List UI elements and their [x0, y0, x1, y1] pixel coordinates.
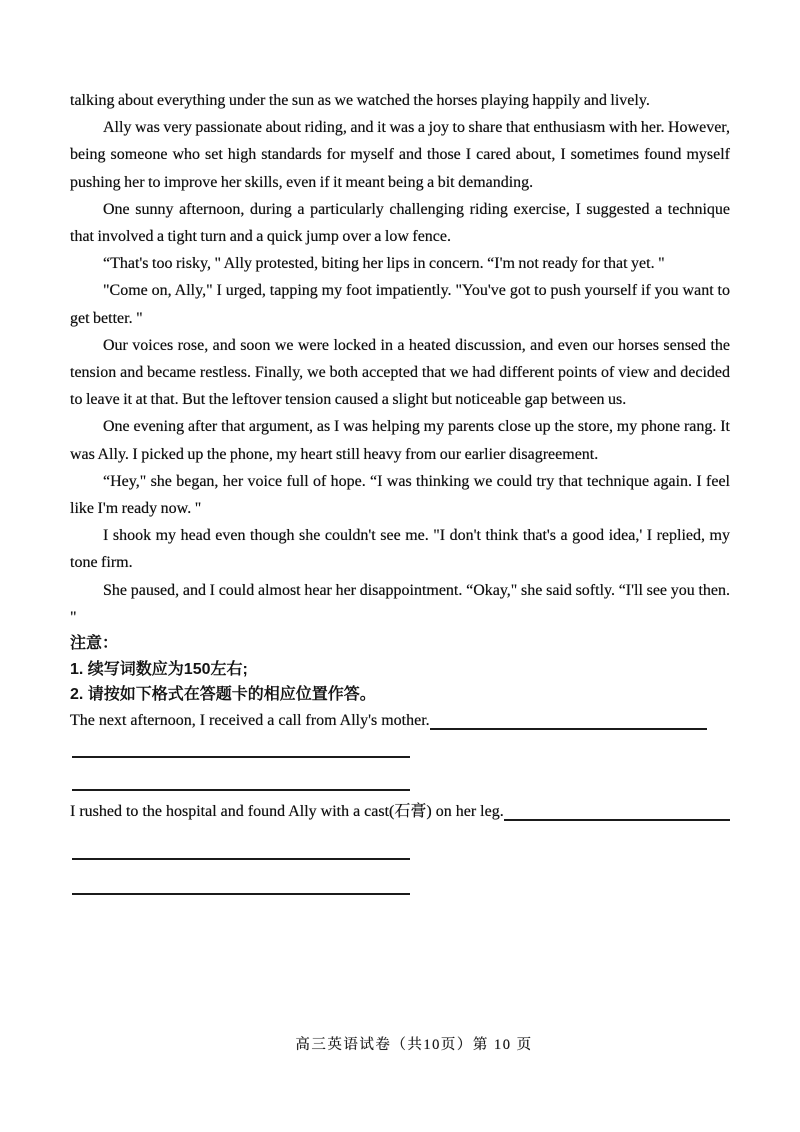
story-paragraph: One evening after that argument, as I was helping my parents close up the store, my phone rang. It was Ally. I picked up the phone, my heart still heavy from our earlier disagreement.	[70, 418, 730, 463]
story-paragraph: One sunny afternoon, during a particularly challenging riding exercise, I suggested a technique that involved a tight turn and a quick jump over a low fence.	[70, 200, 730, 246]
continuation-opening-2	[70, 799, 730, 825]
continuation-lead-text-1: The next afternoon, I received a call from Ally's mother.	[70, 711, 430, 729]
story-paragraph: I shook my head even though she couldn't see me. "I don't think that's a good idea,' I replied, my tone firm.	[70, 527, 730, 572]
story-paragraph: “Hey," she began, her voice full of hope. “I was thinking we could try that technique again. I feel like I'm ready now. "	[70, 472, 730, 518]
story-paragraph: Ally was very passionate about riding, and it was a joy to share that enthusiasm with her. However, being someone who set high standards for myself and those I cared about, I sometimes found myself pushing her to improve her skills, even if it meant being a bit demanding.	[70, 119, 730, 191]
story-paragraph: “That's too risky, " Ally protested, biting her lips in concern. “I'm not ready for that yet. "	[103, 255, 665, 273]
continuation-opening-1	[70, 708, 730, 734]
answer-line	[72, 756, 410, 758]
story-paragraph: She paused, and I could almost hear her disappointment. “Okay," she said softly. “I'll see you then. "	[70, 581, 730, 626]
story-paragraph: talking about everything under the sun as we watched the horses playing happily and lively.	[70, 92, 650, 109]
note-item-1: 1. 续写词数应为150左右;	[70, 660, 248, 678]
answer-line	[72, 789, 410, 791]
answer-line	[72, 893, 410, 895]
answer-underline	[430, 708, 730, 734]
page-footer: 高三英语试卷（共10页）第 10 页	[295, 1037, 533, 1053]
note-item-2: 2. 请按如下格式在答题卡的相应位置作答。	[70, 686, 376, 704]
story-section	[70, 87, 730, 631]
continuation-lead-text-2: I rushed to the hospital and found Ally with a cast(石膏) on her leg.	[70, 802, 504, 820]
answer-line	[72, 858, 410, 860]
story-paragraph: Our voices rose, and soon we were locked in a heated discussion, and even our horses sensed the tension and became restless. Finally, we both accepted that we had different points of view and decided to leave it at that. But the leftover tension caused a slight but noticeable gap between us.	[70, 336, 730, 409]
notes-heading: 注意：	[70, 635, 119, 653]
answer-underline	[504, 799, 730, 825]
notes-section	[70, 631, 730, 708]
story-paragraph: "Come on, Ally," I urged, tapping my foot impatiently. "You've got to push yourself if you want to get better. "	[70, 282, 730, 327]
